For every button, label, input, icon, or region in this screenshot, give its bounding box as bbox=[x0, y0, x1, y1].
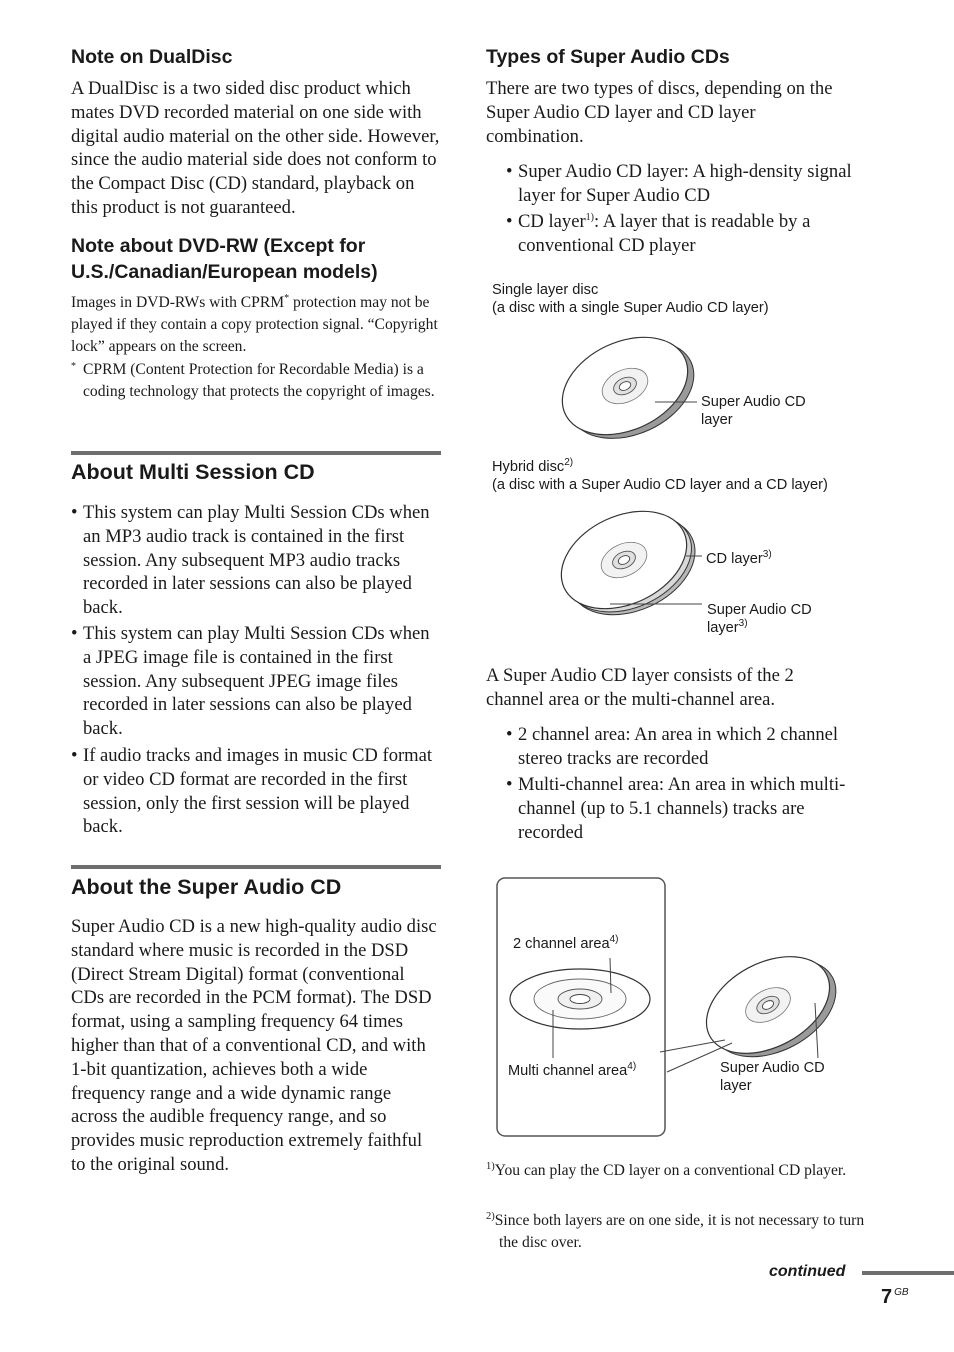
cprm-note-mark: * bbox=[71, 361, 76, 372]
single-disc-title: Single layer disc bbox=[492, 282, 599, 298]
multisession-bullet-3: • If audio tracks and images in music CD format or video CD format are recorded in the first session, only the first session will be played back. bbox=[71, 744, 441, 839]
multisession-heading: About Multi Session CD bbox=[71, 460, 315, 484]
multi-channel-area-label: Multi channel area$^{4)}$ bbox=[508, 1061, 637, 1079]
channel-area-disc-image bbox=[510, 969, 650, 1029]
footnote-2: $^{2)}$Since both layers are on one side, it is not necessary to turn the disc over. bbox=[486, 1210, 865, 1251]
single-disc-subtitle: (a disc with a single Super Audio CD layer) bbox=[492, 300, 769, 316]
types-bullet-2-text-2: : A layer that is readable by a conventional CD player bbox=[518, 211, 811, 256]
cprm-footnote-mark: * bbox=[284, 292, 290, 304]
single-layer-disc-image bbox=[547, 317, 710, 460]
continued-label: continued bbox=[769, 1263, 846, 1280]
multisession-bullet-1: • This system can play Multi Session CDs when an MP3 audio track is contained in the first session. Any subsequent MP3 audio tracks recorded in later sessions can also be played back. bbox=[71, 501, 441, 620]
two-channel-area-label: 2 channel area$^{4)}$ bbox=[513, 934, 619, 952]
types-bullet-1: • Super Audio CD layer: A high-density signal layer for Super Audio CD bbox=[506, 160, 868, 208]
sacd-disc-image bbox=[690, 935, 852, 1078]
dualdisc-heading: Note on DualDisc bbox=[71, 46, 233, 68]
dvdrw-body-text-2: protection may not be played if they contain a copy protection signal. “Copyright lock” appears on the screen. bbox=[71, 294, 438, 355]
dvdrw-heading: Note about DVD-RW (Except for U.S./Canadian/European models) bbox=[71, 235, 378, 283]
continued-rule bbox=[862, 1271, 954, 1275]
types-bullet-2-text: CD layer bbox=[518, 211, 586, 232]
types-intro: There are two types of discs, depending on the Super Audio CD layer and CD layer combination. bbox=[486, 78, 833, 147]
channels-intro: A Super Audio CD layer consists of the 2 channel area or the multi-channel area. bbox=[486, 665, 794, 710]
hybrid-disc-subtitle: (a disc with a Super Audio CD layer and a CD layer) bbox=[492, 477, 828, 493]
channels-bullet-2: • Multi-channel area: An area in which multi-channel (up to 5.1 channels) tracks are recorded bbox=[506, 773, 868, 844]
hybrid-disc-image bbox=[546, 490, 711, 636]
cd-layer-label: CD layer$^{3)}$ bbox=[706, 549, 772, 567]
dvdrw-body-text: Images in DVD-RWs with CPRM bbox=[71, 294, 285, 311]
sacd-body: Super Audio CD is a new high-quality audio disc standard where music is recorded in the DSD (Direct Stream Digital) format (conventional CDs are recorded in the PCM format). The DSD format, using a sampling frequency 64 times higher than that of a conventional CD, and with 1-bit quantization, achieves both a wide frequency range and a wide dynamic range across the audible frequency range, and so provides music reproduction extremely faithful to the original sound. bbox=[71, 916, 437, 1175]
dualdisc-body: A DualDisc is a two sided disc product which mates DVD recorded material on one side with digital audio material on the other side. However, since the audio material side does not conform to the Compact Disc (CD) standard, playback on this product is not guaranteed. bbox=[71, 78, 440, 218]
hybrid-sacd-layer-label: Super Audio CD layer$^{3)}$ bbox=[707, 602, 812, 636]
hybrid-disc-title: Hybrid disc$^{2)}$ bbox=[492, 457, 574, 475]
single-layer-label: Super Audio CD layer bbox=[701, 394, 806, 428]
channels-bullet-1: • 2 channel area: An area in which 2 channel stereo tracks are recorded bbox=[506, 723, 868, 771]
footnote-mark: 1) bbox=[585, 211, 594, 223]
page-number: 7 $^{GB}$ bbox=[881, 1286, 909, 1308]
area-sacd-layer-label: Super Audio CD layer bbox=[720, 1060, 825, 1094]
multisession-bullet-2: • This system can play Multi Session CDs when a JPEG image file is contained in the first session. Any subsequent JPEG image files recorded in later sessions can also be played back. bbox=[71, 622, 441, 741]
footnote-1: $^{1)}$You can play the CD layer on a conventional CD player. bbox=[486, 1160, 847, 1179]
sacd-heading: About the Super Audio CD bbox=[71, 875, 342, 899]
cprm-note-text: CPRM (Content Protection for Recordable Media) is a coding technology that protects the copyright of images. bbox=[83, 361, 435, 400]
types-heading: Types of Super Audio CDs bbox=[486, 46, 730, 68]
